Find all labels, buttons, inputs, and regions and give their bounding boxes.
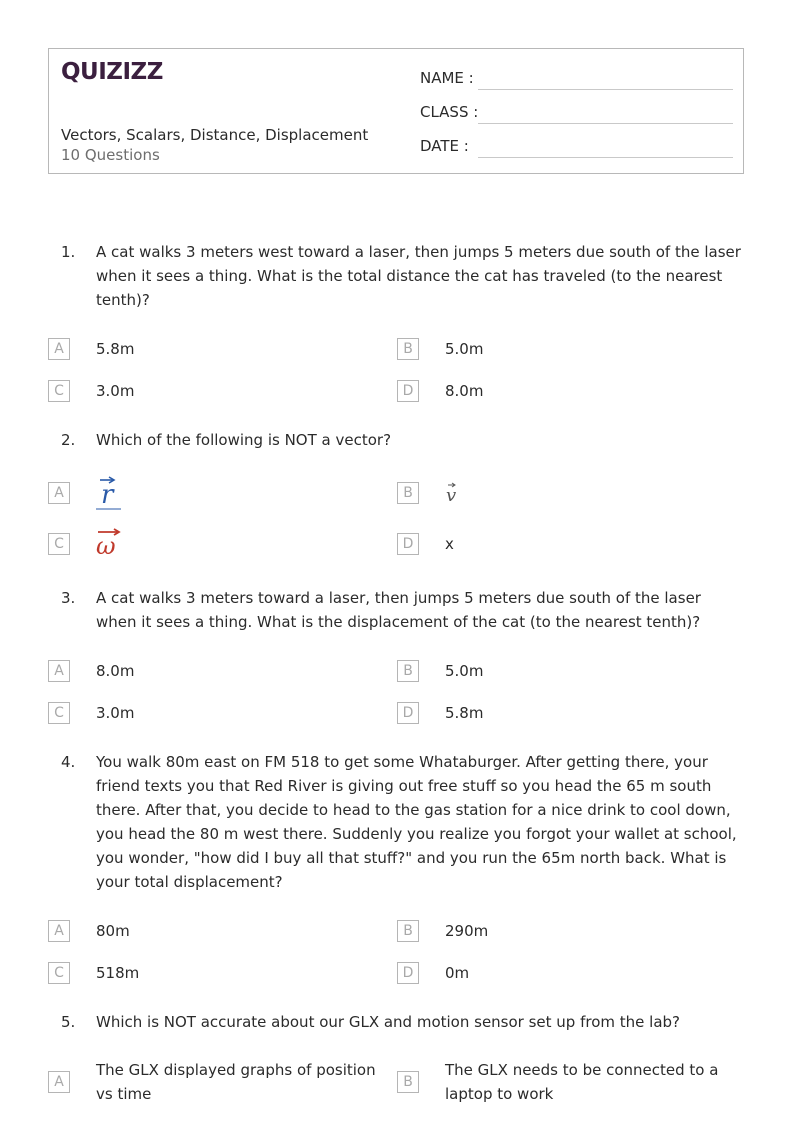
vector-r-symbol [94,476,124,512]
vector-omega-symbol [94,528,126,560]
option-letter-box: C [48,380,70,402]
option-letter-box: D [397,962,419,984]
question-3 [61,586,746,634]
class-label: CLASS : [420,103,479,121]
question-text: Which is NOT accurate about our GLX and motion sensor set up from the lab? [96,1013,681,1031]
vector-omega-letter: ω [96,532,116,560]
question-number: 5. [61,1013,76,1031]
question-number: 3. [61,589,76,607]
option-letter-box: C [48,962,70,984]
option-text: 80m [96,922,130,940]
question-1 [61,240,746,312]
option-letter-box: C [48,702,70,724]
option-letter-box: D [397,533,419,555]
option-letter-box: A [48,338,70,360]
option-letter-box: A [48,1071,70,1093]
option-text: The GLX needs to be connected to a laptop to work [445,1061,719,1103]
question-count: 10 Questions [61,146,160,164]
option-text: 5.0m [445,340,484,358]
question-number: 1. [61,243,76,261]
option-text: 5.8m [96,340,135,358]
option-letter-box: B [397,660,419,682]
option-text: 3.0m [96,704,135,722]
option-text: 290m [445,922,489,940]
option-letter-box: B [397,482,419,504]
option-text: 5.0m [445,662,484,680]
option-text: The GLX displayed graphs of position vs time [96,1061,376,1103]
question-4 [61,750,746,894]
option-text: x [445,535,454,553]
option-text: 3.0m [96,382,135,400]
name-label: NAME : [420,69,474,87]
option-letter-box: A [48,920,70,942]
question-5 [61,1010,746,1034]
option-letter-box: D [397,702,419,724]
option-text: 0m [445,964,470,982]
name-field[interactable] [478,89,733,90]
date-label: DATE : [420,137,469,155]
option-text: 518m [96,964,140,982]
question-number: 4. [61,753,76,771]
worksheet-title: Vectors, Scalars, Distance, Displacement [61,126,369,144]
question-text: A cat walks 3 meters toward a laser, then jumps 5 meters due south of the laser when it sees a thing. What is the displacement of the cat (to the nearest tenth)? [96,589,701,631]
class-field[interactable] [478,123,733,124]
worksheet-header [48,48,744,174]
option-letter-box: C [48,533,70,555]
question-text: A cat walks 3 meters west toward a laser, then jumps 5 meters due south of the laser when it sees a thing. What is the total distance the cat has traveled (to the nearest tenth)? [96,243,741,309]
option-letter-box: A [48,660,70,682]
option-letter-box: D [397,380,419,402]
option-text: 8.0m [445,382,484,400]
option-text: 5.8m [445,704,484,722]
option-letter-box: B [397,338,419,360]
option-letter-box: A [48,482,70,504]
date-field[interactable] [478,157,733,158]
question-text: You walk 80m east on FM 518 to get some Whataburger. After getting there, your friend texts you that Red River is giving out free stuff so you head the 65 m south there. After that, you decide to head to the gas station for a nice drink to cool down, you head the 80 m west there. Suddenly you realize you forgot your wallet at school, you wonder, "how did I buy all that stuff?" and you run the 65m north back. What is your total displacement? [96,753,737,891]
vector-v-symbol [443,479,467,509]
option-letter-box: B [397,1071,419,1093]
question-text: Which of the following is NOT a vector? [96,431,392,449]
option-text: 8.0m [96,662,135,680]
question-number: 2. [61,431,76,449]
vector-v-letter: v [446,485,457,506]
quizizz-logo: QUIZIZZ [61,59,163,85]
option-letter-box: B [397,920,419,942]
question-2 [61,428,746,452]
vector-r-letter: r [101,480,114,510]
